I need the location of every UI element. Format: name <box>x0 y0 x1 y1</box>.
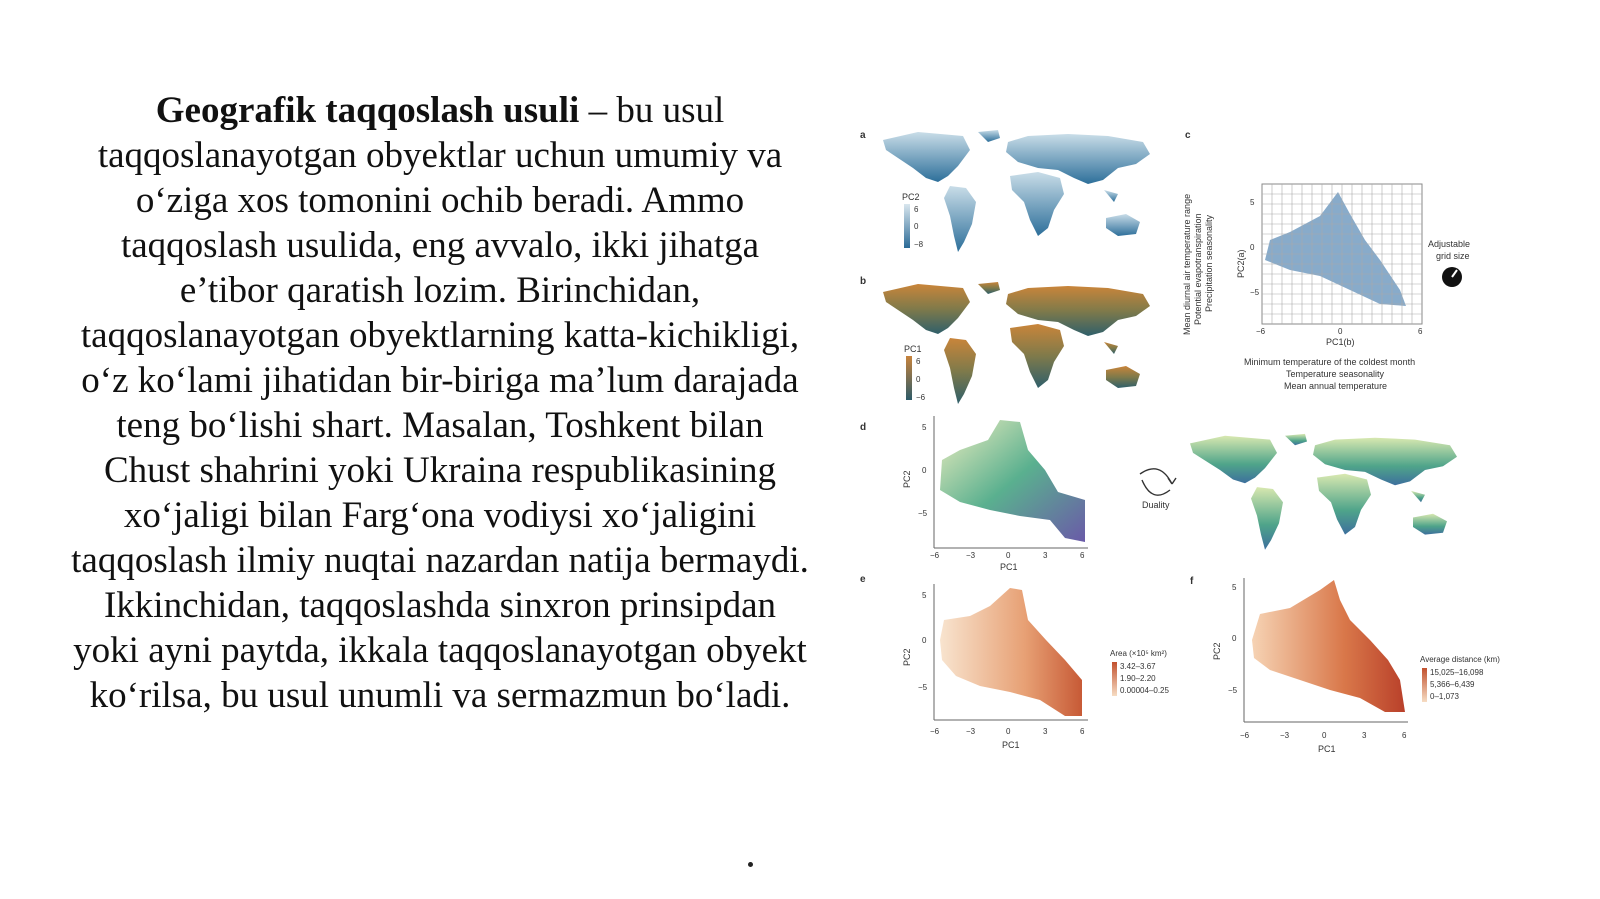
e-legend-bar <box>1112 662 1117 696</box>
f-ytick-3: −5 <box>1228 686 1238 695</box>
f-legend-1: 15,025–16,098 <box>1430 668 1484 677</box>
slide-paragraph <box>70 88 810 718</box>
c-xtick-1: −6 <box>1256 327 1266 336</box>
figure-svg <box>860 120 1580 780</box>
e-ytick-1: 5 <box>922 591 927 600</box>
legend-b-bar <box>906 356 912 400</box>
d-xtick-2: −3 <box>966 551 976 560</box>
legend-a-bar <box>904 204 910 248</box>
f-ytick-2: 0 <box>1232 634 1237 643</box>
e-xlabel: PC1 <box>1002 740 1020 750</box>
legend-a-tick-2: 0 <box>914 222 919 231</box>
c-grid-plot <box>1262 184 1422 324</box>
d-xtick-4: 3 <box>1043 551 1048 560</box>
e-xtick-2: −3 <box>966 727 976 736</box>
d-ylabel: PC2 <box>902 470 912 488</box>
term-definition: – bu usul taqqoslanayotgan obyektlar uchun umumiy va o‘ziga xos tomonini ochib beradi. Ammo taqqoslash usulida, eng avvalo, ikki jihatga e’tibor qaratish lozim. Birinchidan, taqqoslanayotgan obyektlarning katta-kichikligi, o‘z ko‘lami jihatidan bir-biriga ma’lum darajada teng bo‘lishi shart. Masalan, Toshkent bilan Chust shahrini yoki Ukraina respublikasining xo‘jaligi bilan Farg‘ona vodiysi xo‘jaligini taqqoslash ilmiy nuqtai nazardan natija bermaydi. Ikkinchidan, taqqoslashda sinxron prinsipdan yoki ayni paytda, ikkala taqqoslanayotgan obyekt ko‘rilsa, bu usul unumli va sermazmun bo‘ladi. <box>71 90 809 716</box>
legend-a-tick-1: 6 <box>914 205 919 214</box>
e-legend-2: 1.90–2.20 <box>1120 674 1156 683</box>
f-legend-bar <box>1422 668 1427 702</box>
c-side-label-3: Precipitation seasonality <box>1204 214 1214 312</box>
e-xtick-4: 3 <box>1043 727 1048 736</box>
d-xtick-3: 0 <box>1006 551 1011 560</box>
f-ylabel: PC2 <box>1212 642 1222 660</box>
f-xtick-4: 3 <box>1362 731 1367 740</box>
scientific-figure <box>860 120 1580 780</box>
f-legend-title: Average distance (km) <box>1420 655 1500 664</box>
d-xtick-5: 6 <box>1080 551 1085 560</box>
d-dual-plot <box>940 420 1085 542</box>
map-a <box>883 130 1150 252</box>
c-xtick-2: 0 <box>1338 327 1343 336</box>
e-xtick-5: 6 <box>1080 727 1085 736</box>
c-side-label-2: Potential evapotranspiration <box>1193 213 1203 325</box>
c-bottom-label-3: Mean annual temperature <box>1284 381 1388 391</box>
e-ylabel: PC2 <box>902 648 912 666</box>
f-xtick-2: −3 <box>1280 731 1290 740</box>
d-xtick-1: −6 <box>930 551 940 560</box>
e-ytick-3: −5 <box>918 683 928 692</box>
f-xtick-1: −6 <box>1240 731 1250 740</box>
e-legend-title: Area (×10⁵ km²) <box>1110 649 1167 658</box>
c-side-label-1: Mean diurnal air temperature range <box>1182 193 1192 335</box>
d-xlabel: PC1 <box>1000 562 1018 572</box>
c-bottom-label-2: Temperature seasonality <box>1286 369 1385 379</box>
f-distance-plot <box>1252 580 1405 712</box>
legend-b-tick-1: 6 <box>916 357 921 366</box>
panel-letter-c: c <box>1185 130 1191 141</box>
f-xlabel: PC1 <box>1318 744 1336 754</box>
f-legend-2: 5,366–6,439 <box>1430 680 1475 689</box>
f-legend-3: 0–1,073 <box>1430 692 1459 701</box>
duality-arrows-icon <box>1140 469 1176 495</box>
legend-b-title: PC1 <box>904 344 922 354</box>
legend-b-tick-3: −6 <box>916 393 926 402</box>
c-ytick-3: −5 <box>1250 288 1260 297</box>
legend-a-title: PC2 <box>902 192 920 202</box>
c-xtick-3: 6 <box>1418 327 1423 336</box>
c-ytick-1: 5 <box>1250 198 1255 207</box>
c-ylabel: PC2(a) <box>1236 249 1246 278</box>
panel-letter-a: a <box>860 130 866 141</box>
e-legend-1: 3.42–3.67 <box>1120 662 1156 671</box>
f-xtick-3: 0 <box>1322 731 1327 740</box>
panel-letter-e: e <box>860 574 866 585</box>
c-ytick-2: 0 <box>1250 243 1255 252</box>
map-d <box>1190 434 1457 550</box>
legend-a-tick-3: −8 <box>914 240 924 249</box>
e-xtick-3: 0 <box>1006 727 1011 736</box>
map-b <box>883 282 1150 404</box>
knob-label-2: grid size <box>1436 251 1470 261</box>
d-ytick-3: −5 <box>918 509 928 518</box>
e-legend-3: 0.00004–0.25 <box>1120 686 1169 695</box>
legend-b-tick-2: 0 <box>916 375 921 384</box>
panel-letter-d: d <box>860 422 867 433</box>
e-xtick-1: −6 <box>930 727 940 736</box>
c-bottom-label-1: Minimum temperature of the coldest month <box>1244 357 1416 367</box>
knob-label-1: Adjustable <box>1428 239 1471 249</box>
f-xtick-5: 6 <box>1402 731 1407 740</box>
term-title: Geografik taqqoslash usuli <box>155 90 580 131</box>
panel-letter-f: f <box>1190 576 1194 587</box>
duality-label: Duality <box>1142 500 1170 510</box>
d-ytick-2: 0 <box>922 466 927 475</box>
f-ytick-1: 5 <box>1232 583 1237 592</box>
c-xlabel: PC1(b) <box>1326 337 1355 347</box>
e-area-plot <box>940 588 1082 716</box>
e-ytick-2: 0 <box>922 636 927 645</box>
d-ytick-1: 5 <box>922 423 927 432</box>
panel-letter-b: b <box>860 276 867 287</box>
bullet-dot <box>748 862 753 867</box>
